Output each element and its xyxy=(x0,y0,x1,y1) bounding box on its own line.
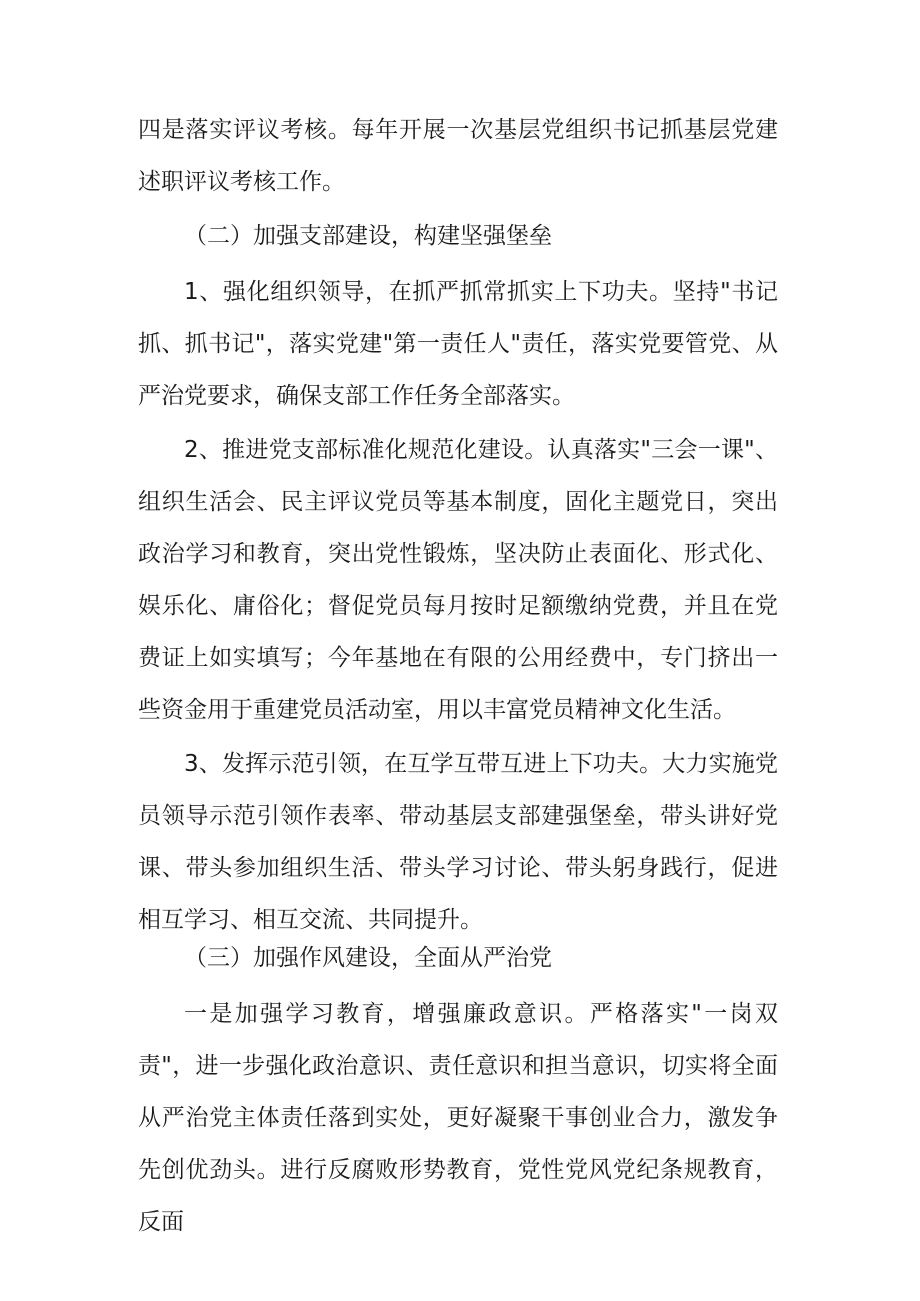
section-heading-style-building: （三）加强作风建设，全面从严治党 xyxy=(184,945,552,971)
paragraph-review-assessment: 四是落实评议考核。每年开展一次基层党组织书记抓基层党建述职评议考核工作。 xyxy=(138,117,778,195)
paragraph-item-1: 1、强化组织领导，在抓严抓常抓实上下功夫。坚持"书记抓、抓书记"，落实党建"第一责任人"责任，落实党要管党、从严治党要求，确保支部工作任务全部落实。 xyxy=(138,279,778,409)
paragraph-study-education: 一是加强学习教育，增强廉政意识。严格落实"一岗双责"，进一步强化政治意识、责任意识和担当意识，切实将全面从严治党主体责任落到实处，更好凝聚干事创业合力，激发争先创优劲头。进行反腐败形势教育，党性党风党纪条规教育，反面 xyxy=(138,1001,778,1235)
paragraph-item-3: 3、发挥示范引领，在互学互带互进上下功夫。大力实施党员领导示范引领作表率、带动基层支部建强堡垒，带头讲好党课、带头参加组织生活、带头学习讨论、带头躬身践行，促进相互学习、相互交流、共同提升。 xyxy=(138,751,778,933)
paragraph-item-2: 2、推进党支部标准化规范化建设。认真落实"三会一课"、组织生活会、民主评议党员等基本制度，固化主题党日，突出政治学习和教育，突出党性锻炼，坚决防止表面化、形式化、娱乐化、庸俗化；督促党员每月按时足额缴纳党费，并且在党费证上如实填写；今年基地在有限的公用经费中，专门挤出一些资金用于重建党员活动室，用以丰富党员精神文化生活。 xyxy=(138,437,778,723)
section-heading-branch-building: （二）加强支部建设，构建坚强堡垒 xyxy=(184,223,552,249)
